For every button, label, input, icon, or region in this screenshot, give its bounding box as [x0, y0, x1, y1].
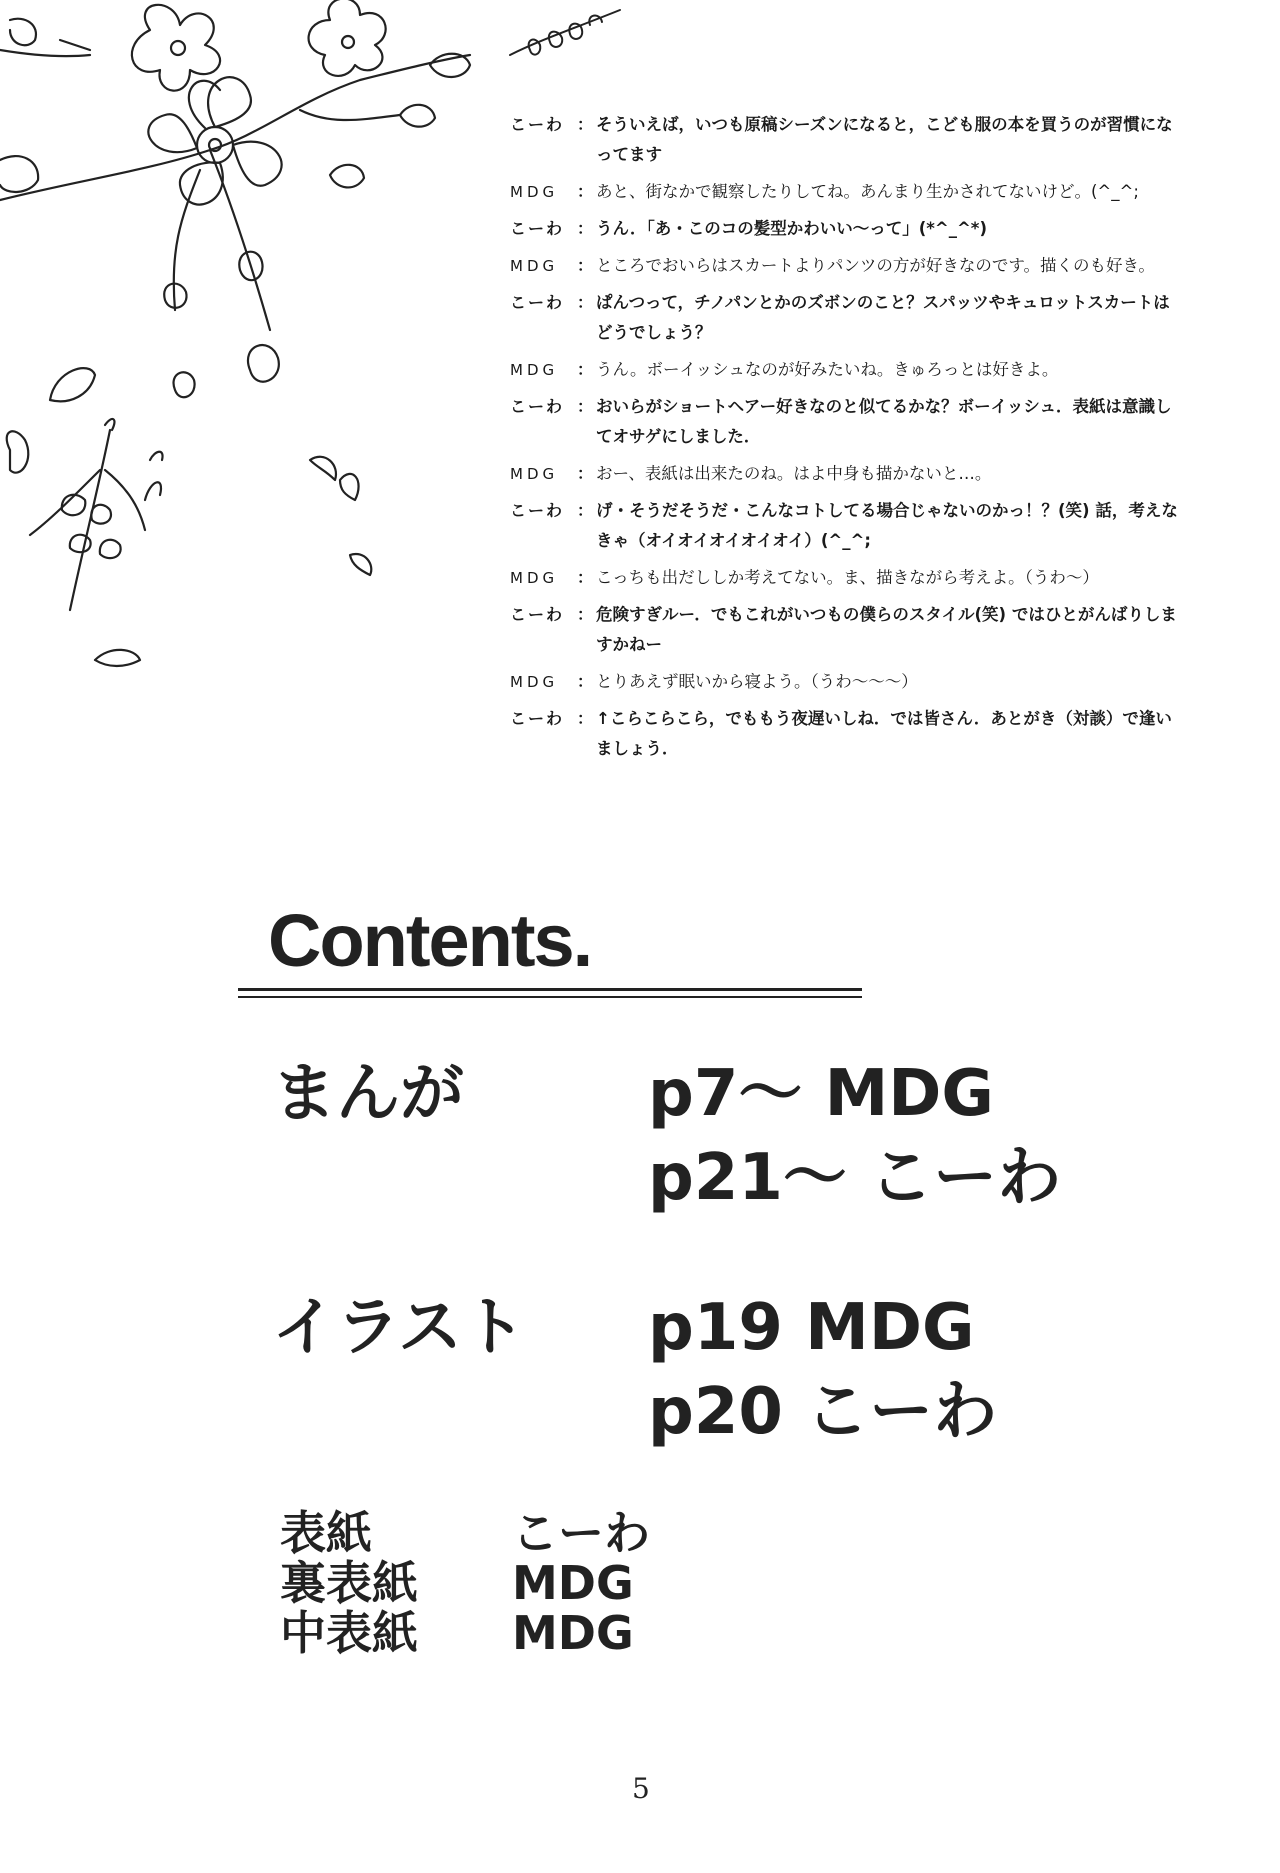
speaker-name: こーわ [510, 219, 565, 238]
dialogue-line [510, 704, 1180, 764]
dialogue-text: こっちも出だししか考えてない。ま、描きながら考えよ。（うわ～） [596, 568, 1099, 587]
credit-label: 裏表紙 [280, 1556, 418, 1610]
speaker-separator: ： [576, 115, 593, 134]
dialogue-line [510, 251, 1180, 281]
speaker-separator: ： [576, 256, 593, 275]
dialogue-line [510, 667, 1180, 697]
cherry-blossom-illustration [0, 0, 560, 700]
speaker-name: こーわ [510, 605, 565, 624]
speaker-name: こーわ [510, 501, 565, 520]
credit-name: MDG [512, 1556, 634, 1610]
manga-entry: p7～ MDG [648, 1057, 994, 1131]
dialogue-line [510, 459, 1180, 489]
speaker-name: こーわ [510, 709, 565, 728]
contents-title: Contents. [268, 899, 592, 982]
speaker-name: こーわ [510, 115, 565, 134]
title-underline-thin [238, 996, 862, 998]
speaker-name: こーわ [510, 293, 565, 312]
blossom-sprig-illustration [490, 0, 630, 70]
credit-label: 表紙 [280, 1506, 372, 1560]
title-underline [238, 988, 862, 991]
dialogue-text: おー、表紙は出来たのね。はよ中身も描かないと…。 [596, 464, 992, 483]
page-number: 5 [632, 1772, 650, 1805]
speaker-separator: ： [576, 605, 593, 624]
speaker-name: MDG [510, 361, 559, 379]
speaker-separator: ： [576, 501, 593, 520]
speaker-separator: ： [576, 464, 593, 483]
speaker-separator: ： [576, 293, 593, 312]
dialogue-line [510, 110, 1180, 170]
dialogue-text: うん。ボーイッシュなのが好みたいね。きゅろっとは好きよ。 [596, 360, 1059, 379]
dialogue-text: ぱんつって，チノパンとかのズボンのこと？スパッツやキュロットスカートはどうでしょう？ [596, 293, 1170, 342]
dialogue-text: あと、街なかで観察したりしてね。あんまり生かされてないけど。(^_^; [596, 182, 1139, 201]
speaker-name: こーわ [510, 397, 565, 416]
manga-label: まんが [272, 1057, 464, 1131]
speaker-separator: ： [576, 672, 593, 691]
dialogue-line [510, 214, 1180, 244]
dialogue-text: ↑こらこらこら，でももう夜遅いしね．では皆さん．あとがき（対談）で逢いましょう． [596, 709, 1172, 758]
illust-entry: p20 こーわ [648, 1375, 998, 1449]
manga-entry: p21～ こーわ [648, 1141, 1062, 1215]
credit-name: MDG [512, 1606, 634, 1660]
speaker-separator: ： [576, 397, 593, 416]
dialogue-text: げ・そうだそうだ・こんなコトしてる場合じゃないのかっ！？(笑) 話，考えなきゃ（オイオイオイオイオイ）(^_^; [596, 501, 1178, 550]
illust-label: イラスト [272, 1291, 527, 1365]
dialogue-text: おいらがショートヘアー好きなのと似てるかな？ボーイッシュ．表紙は意識してオサゲにしました． [596, 397, 1172, 446]
speaker-separator: ： [576, 182, 593, 201]
illust-entry: p19 MDG [648, 1291, 975, 1365]
credit-name: こーわ [512, 1506, 650, 1560]
dialogue-line [510, 563, 1180, 593]
speaker-name: MDG [510, 569, 559, 587]
dialogue-text: そういえば，いつも原稿シーズンになると，こども服の本を買うのが習慣になってます [596, 115, 1173, 164]
dialogue-line [510, 177, 1180, 207]
speaker-separator: ： [576, 360, 593, 379]
dialogue-text: ところでおいらはスカートよりパンツの方が好きなのです。描くのも好き。 [596, 256, 1155, 275]
dialogue-line [510, 288, 1180, 348]
credit-label: 中表紙 [280, 1606, 418, 1660]
dialogue-text: 危険すぎルー．でもこれがいつもの僕らのスタイル(笑) ではひとがんばりしますかねー [596, 605, 1177, 654]
dialogue-text: うん．「あ・このコの髪型かわいい～って」(*^_^*) [596, 219, 987, 238]
dialogue-line [510, 355, 1180, 385]
dialogue-section [510, 110, 1180, 771]
speaker-separator: ： [576, 568, 593, 587]
dialogue-line [510, 392, 1180, 452]
speaker-separator: ： [576, 709, 593, 728]
dialogue-text: とりあえず眠いから寝よう。（うわ～～～） [596, 672, 918, 691]
speaker-name: MDG [510, 465, 559, 483]
speaker-name: MDG [510, 673, 559, 691]
speaker-separator: ： [576, 219, 593, 238]
dialogue-line [510, 600, 1180, 660]
speaker-name: MDG [510, 257, 559, 275]
dialogue-line [510, 496, 1180, 556]
speaker-name: MDG [510, 183, 559, 201]
